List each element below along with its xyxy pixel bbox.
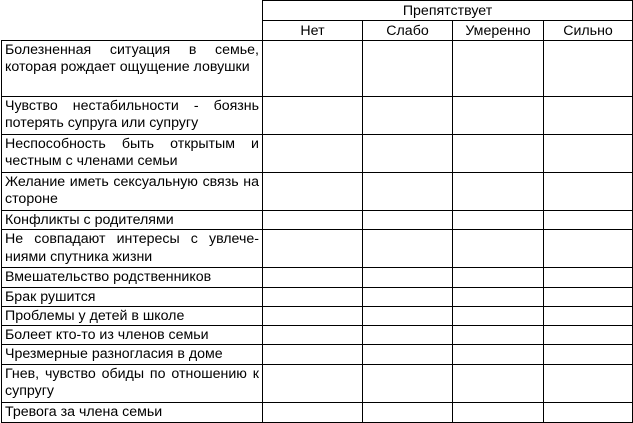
rating-cell-moderate[interactable] <box>453 306 544 325</box>
rating-cell-none[interactable] <box>263 345 363 364</box>
group-header-row <box>2 1 633 21</box>
rating-cell-moderate[interactable] <box>453 345 544 364</box>
table-row <box>2 306 633 325</box>
rating-cell-strong[interactable] <box>544 211 633 230</box>
rating-cell-weak[interactable] <box>363 287 453 306</box>
rating-cell-none[interactable] <box>263 306 363 325</box>
rating-cell-strong[interactable] <box>544 135 633 173</box>
rating-cell-weak[interactable] <box>363 364 453 402</box>
rating-cell-weak[interactable] <box>363 97 453 135</box>
rating-cell-weak[interactable] <box>363 402 453 422</box>
row-label: Чувство нестабильности - боязнь потерять супруга или супругу <box>2 97 263 135</box>
row-label: Болеет кто-то из членов семьи <box>2 326 263 345</box>
rating-cell-strong[interactable] <box>544 306 633 325</box>
table-row <box>2 230 633 268</box>
column-header-weak: Слабо <box>363 21 453 41</box>
rating-cell-moderate[interactable] <box>453 402 544 422</box>
row-label: Желание иметь сексуальную связь на стороне <box>2 173 263 211</box>
row-label: Чрезмерные разногласия в доме <box>2 345 263 364</box>
table-row <box>2 268 633 287</box>
rating-cell-moderate[interactable] <box>453 230 544 268</box>
row-label: Болезненная ситуация в семье, которая рождает ощущение ловушки <box>2 41 263 97</box>
row-label: Вмешательство родственников <box>2 268 263 287</box>
rating-cell-strong[interactable] <box>544 364 633 402</box>
rating-cell-none[interactable] <box>263 268 363 287</box>
rating-cell-none[interactable] <box>263 97 363 135</box>
row-label: Не совпадают интересы с увлечениями спутника жизни <box>2 230 263 268</box>
rating-cell-strong[interactable] <box>544 41 633 97</box>
rating-cell-weak[interactable] <box>363 326 453 345</box>
table-row <box>2 402 633 422</box>
table-row <box>2 287 633 306</box>
row-label: Неспособность быть открытым и честным с членами семьи <box>2 135 263 173</box>
rating-cell-none[interactable] <box>263 402 363 422</box>
table-row <box>2 41 633 97</box>
rating-cell-moderate[interactable] <box>453 135 544 173</box>
table-row <box>2 211 633 230</box>
corner-cell <box>2 1 263 41</box>
rating-cell-weak[interactable] <box>363 306 453 325</box>
rating-cell-weak[interactable] <box>363 41 453 97</box>
row-label: Тревога за члена семьи <box>2 402 263 422</box>
rating-cell-moderate[interactable] <box>453 326 544 345</box>
obstacles-table <box>1 0 633 423</box>
column-header-strong: Сильно <box>544 21 633 41</box>
row-label: Проблемы у детей в школе <box>2 306 263 325</box>
table-row <box>2 135 633 173</box>
column-header-none: Нет <box>263 21 363 41</box>
rating-cell-none[interactable] <box>263 326 363 345</box>
row-label: Брак рушится <box>2 287 263 306</box>
row-label: Конфликты с родителями <box>2 211 263 230</box>
rating-cell-none[interactable] <box>263 211 363 230</box>
group-header: Препятствует <box>263 1 633 21</box>
table-row <box>2 173 633 211</box>
column-header-moderate: Умеренно <box>453 21 544 41</box>
table-row <box>2 364 633 402</box>
rating-cell-moderate[interactable] <box>453 364 544 402</box>
rating-cell-weak[interactable] <box>363 345 453 364</box>
rating-cell-strong[interactable] <box>544 173 633 211</box>
row-label: Гнев, чувство обиды по отношению к супругу <box>2 364 263 402</box>
rating-cell-none[interactable] <box>263 135 363 173</box>
rating-cell-strong[interactable] <box>544 345 633 364</box>
rating-cell-none[interactable] <box>263 230 363 268</box>
rating-cell-weak[interactable] <box>363 211 453 230</box>
table-row <box>2 326 633 345</box>
rating-cell-strong[interactable] <box>544 287 633 306</box>
rating-cell-moderate[interactable] <box>453 268 544 287</box>
rating-cell-weak[interactable] <box>363 230 453 268</box>
table-row <box>2 345 633 364</box>
rating-cell-moderate[interactable] <box>453 173 544 211</box>
rating-cell-none[interactable] <box>263 364 363 402</box>
rating-cell-moderate[interactable] <box>453 211 544 230</box>
rating-cell-strong[interactable] <box>544 268 633 287</box>
rating-cell-moderate[interactable] <box>453 97 544 135</box>
rating-cell-strong[interactable] <box>544 97 633 135</box>
table-row <box>2 97 633 135</box>
rating-cell-weak[interactable] <box>363 135 453 173</box>
rating-cell-none[interactable] <box>263 173 363 211</box>
rating-cell-moderate[interactable] <box>453 41 544 97</box>
rating-cell-strong[interactable] <box>544 402 633 422</box>
rating-cell-weak[interactable] <box>363 173 453 211</box>
rating-cell-none[interactable] <box>263 287 363 306</box>
rating-cell-moderate[interactable] <box>453 287 544 306</box>
rating-cell-strong[interactable] <box>544 230 633 268</box>
rating-cell-strong[interactable] <box>544 326 633 345</box>
rating-cell-weak[interactable] <box>363 268 453 287</box>
rating-cell-none[interactable] <box>263 41 363 97</box>
